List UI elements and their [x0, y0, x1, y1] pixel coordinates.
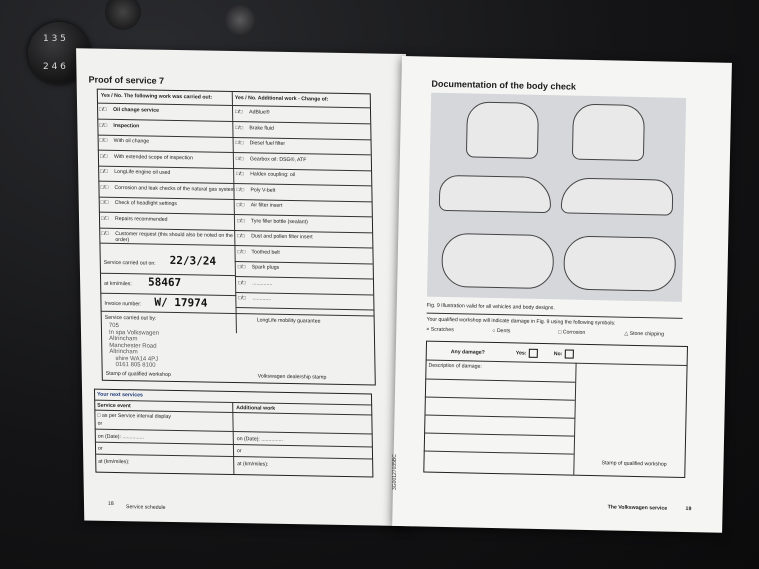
car-side-left — [439, 175, 552, 213]
yes-no-checkbox[interactable]: □/□ — [99, 122, 108, 129]
or-3: or — [236, 448, 242, 455]
work-item[interactable]: LongLife engine oil used — [114, 168, 171, 176]
car-rear-view — [466, 101, 539, 158]
body-check-diagram — [427, 93, 686, 302]
damage-symbol: □ Corrosion — [558, 329, 586, 336]
footer-left: Service schedule — [125, 504, 166, 511]
stamp-line: Altrincham — [109, 335, 138, 343]
fig-caption: Fig. 9 Illustration valid for all vehicles and body designs. — [426, 302, 555, 312]
longlife-label: LongLife mobility guarantee — [256, 317, 321, 325]
service-event-label: Service event — [97, 402, 131, 410]
yes-no-checkbox[interactable]: □/□ — [237, 264, 246, 271]
additional-work-item[interactable]: Diesel fuel filter — [249, 140, 286, 147]
km-value: 58467 — [147, 275, 182, 290]
carried-out-by-label: Service carried out by: — [104, 314, 157, 322]
yes-no-checkbox[interactable]: □/□ — [236, 186, 245, 193]
next-services-title: Your next services — [97, 391, 143, 399]
km-label: at km/miles: — [104, 280, 132, 288]
interval-display-option: □ as per Service interval display — [97, 412, 171, 420]
service-date-label: Service carried out on: — [103, 259, 156, 267]
additional-work-item[interactable]: ............. — [252, 295, 272, 302]
spine-code: 3G00127035BC — [392, 454, 398, 490]
footer-right: The Volkswagen service — [607, 504, 668, 512]
yes-no-checkbox[interactable]: □/□ — [99, 106, 107, 113]
additional-work-item[interactable]: Spark plugs — [251, 264, 280, 271]
additional-work-item[interactable]: Brake fluid — [249, 124, 274, 132]
page-number-left: 18 — [107, 500, 114, 507]
yes-no-checkbox[interactable]: □/□ — [99, 153, 108, 160]
stamp-label-right: Stamp of qualified workshop — [601, 460, 667, 468]
stamp-line: 705 — [108, 322, 119, 330]
damage-symbol: △ Stone chipping — [624, 330, 665, 338]
description-label: Description of damage: — [428, 362, 482, 370]
at-km-field-2: at (km/miles): — [237, 461, 269, 468]
stamp-line: In spa Volkswagen — [108, 329, 160, 337]
additional-work-item[interactable]: AdBlue® — [249, 109, 270, 116]
yes-no-checkbox[interactable]: □/□ — [237, 233, 246, 240]
no-checkbox[interactable]: No: — [554, 349, 574, 358]
on-date-field-2: on (Date): ............... — [236, 436, 283, 443]
at-km-field: at (km/miles): — [98, 458, 130, 466]
yes-no-checkbox[interactable]: □/□ — [235, 124, 244, 131]
work-item[interactable]: With oil change — [113, 137, 150, 145]
additional-work-item[interactable]: Dust and pollen filter insert — [251, 233, 313, 241]
vw-stamp-label: Volkswagen dealership stamp — [257, 373, 327, 381]
additional-work-label: Additional work — [236, 405, 276, 412]
yes-no-checkbox[interactable]: □/□ — [238, 279, 246, 286]
work-item[interactable]: Check of headlight settings — [114, 199, 178, 208]
stamp-line: 0161 805 8100 — [115, 361, 156, 369]
stamp-label: Stamp of qualified workshop — [105, 370, 171, 378]
any-damage-label: Any damage? — [450, 349, 485, 356]
yes-no-checkbox[interactable]: □/□ — [238, 295, 247, 302]
on-date-field: on (Date): ............... — [97, 433, 145, 441]
car-top-view — [441, 233, 554, 289]
work-item[interactable]: Oil change service — [113, 106, 160, 114]
damage-instruction: Your qualified workshop will indicate damage in Fig. 9 using the following symbols: — [426, 316, 616, 327]
col2-header: Yes / No. Additional work - Change of: — [234, 95, 329, 103]
invoice-value: W/ 17974 — [154, 295, 208, 310]
additional-work-item[interactable]: Haldex coupling: oil — [250, 171, 296, 179]
service-date-value: 22/3/24 — [169, 253, 217, 268]
page-title: Proof of service 7 — [88, 74, 165, 86]
yes-no-checkbox[interactable]: □/□ — [236, 202, 245, 209]
work-item[interactable]: With extended scope of inspection — [113, 153, 193, 161]
car-front-view — [572, 104, 645, 161]
yes-no-checkbox[interactable]: □/□ — [236, 171, 244, 178]
yes-no-checkbox[interactable]: □/□ — [100, 184, 109, 191]
stamp-line: shire WA14 4PJ — [115, 355, 159, 363]
or-1: or — [97, 420, 103, 427]
right-page — [392, 56, 732, 533]
page-title-right: Documentation of the body check — [431, 78, 577, 92]
gear-pattern-bottom: 2 4 6 — [43, 62, 66, 72]
yes-no-checkbox[interactable]: □/□ — [100, 215, 109, 222]
damage-symbol: × Scratches — [426, 326, 454, 334]
car-side-right — [561, 177, 674, 215]
additional-work-item[interactable]: Poly V-belt — [250, 186, 276, 194]
or-2: or — [97, 445, 103, 452]
yes-no-checkbox[interactable]: □/□ — [101, 230, 110, 237]
yes-no-checkbox[interactable]: □/□ — [100, 199, 109, 206]
invoice-label: Invoice number: — [104, 300, 142, 308]
additional-work-item[interactable]: Toothed belt — [251, 248, 280, 256]
damage-symbol: ○ Dents — [492, 327, 511, 335]
gear-pattern-top: 1 3 5 — [43, 34, 66, 44]
yes-no-checkbox[interactable]: □/□ — [235, 109, 243, 116]
yes-no-checkbox[interactable]: □/□ — [237, 248, 246, 255]
additional-work-item[interactable]: Gearbox oil: DSG®, ATF — [249, 155, 307, 163]
additional-work-item[interactable]: .............. — [252, 279, 273, 287]
work-item[interactable]: Corrosion and leak checks of the natural gas system — [114, 184, 236, 193]
work-item[interactable]: Repairs recommended — [114, 215, 168, 223]
yes-no-checkbox[interactable]: □/□ — [99, 137, 108, 144]
stamp-line: Altrincham — [109, 348, 138, 356]
yes-checkbox[interactable]: Yes: — [516, 348, 538, 357]
col1-header: Yes / No. The following work was carried out: — [100, 92, 213, 101]
yes-no-checkbox[interactable]: □/□ — [100, 168, 108, 175]
yes-no-checkbox[interactable]: □/□ — [235, 155, 244, 162]
work-item[interactable]: Inspection — [113, 122, 140, 129]
left-page — [76, 48, 414, 526]
additional-work-item[interactable]: Air filter insert — [250, 202, 283, 209]
yes-no-checkbox[interactable]: □/□ — [236, 217, 245, 224]
work-item[interactable]: Customer request (this should also be noted on the order) — [115, 230, 233, 244]
car-underbody-view — [563, 235, 676, 291]
additional-work-item[interactable]: Tyre filler bottle (sealant) — [250, 217, 308, 225]
stamp-line: Manchester Road — [109, 342, 157, 350]
yes-no-checkbox[interactable]: □/□ — [235, 140, 244, 147]
page-number-right: 19 — [685, 506, 692, 513]
